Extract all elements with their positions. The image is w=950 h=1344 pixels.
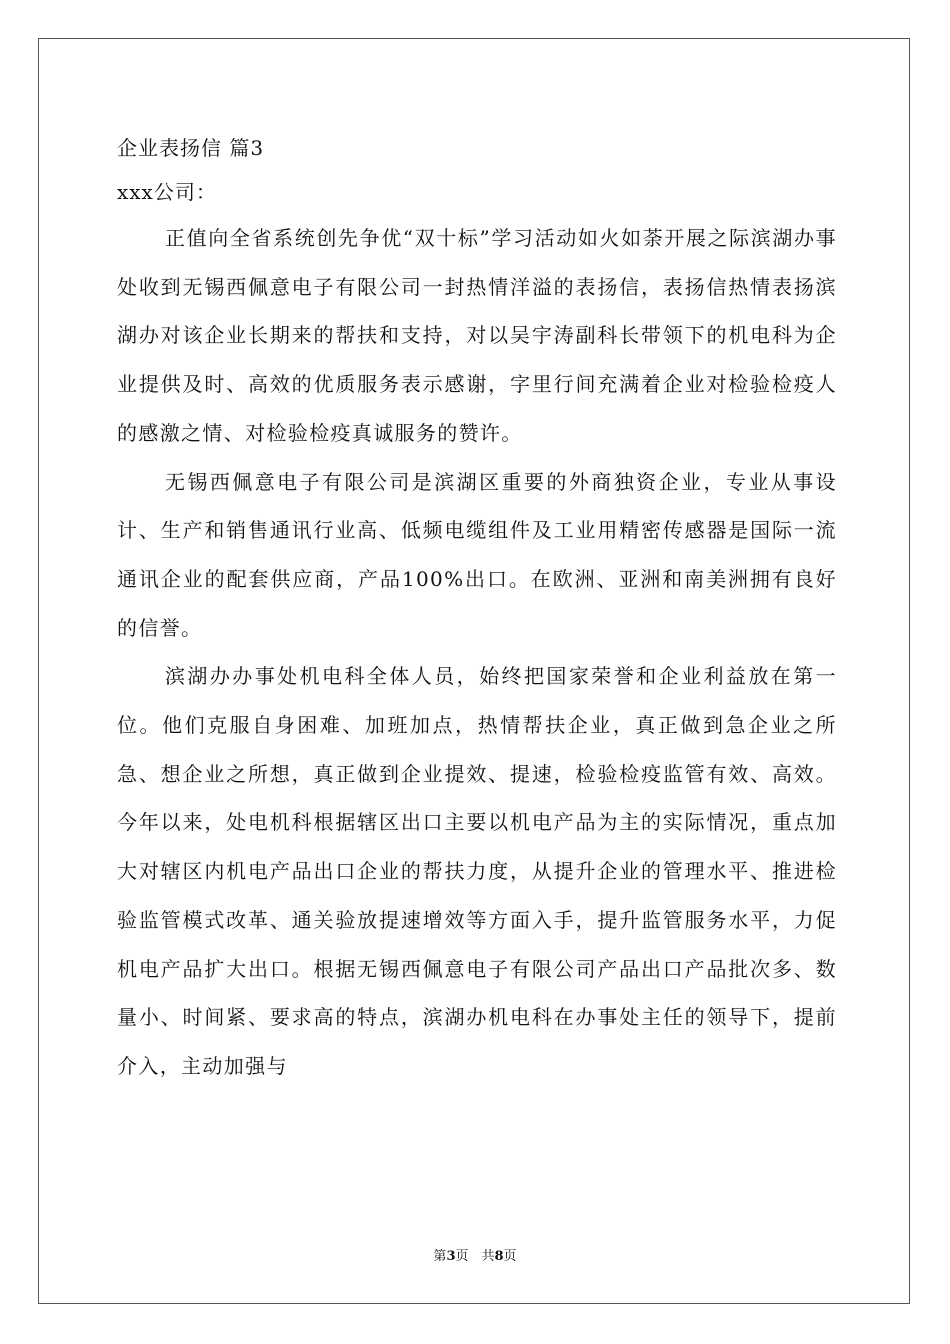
salutation: xxx公司： [117,180,217,204]
document-body [117,126,837,1091]
footer-total-pages: 8 [494,1249,504,1264]
document-title: 企业表扬信 篇3 [117,136,265,160]
page-footer [0,1248,950,1266]
paragraph-1: 正值向全省系统创先争优“双十标”学习活动如火如荼开展之际滨湖办事处收到无锡西佩意电子有限公司一封热情洋溢的表扬信，表扬信热情表扬滨湖办对该企业长期来的帮扶和支持，对以吴宇涛副科长带领下的机电科为企业提供及时、高效的优质服务表示感谢，字里行间充满着企业对检验检疫人的感激之情、对检验检疫真诚服务的赞许。 [117,226,837,445]
footer-prefix: 第 [433,1249,447,1264]
footer-suffix: 页 [503,1249,517,1264]
paragraph-3: 滨湖办办事处机电科全体人员，始终把国家荣誉和企业利益放在第一位。他们克服自身困难、加班加点，热情帮扶企业，真正做到急企业之所急、想企业之所想，真正做到企业提效、提速，检验检疫监管有效、高效。今年以来，处电机科根据辖区出口主要以机电产品为主的实际情况，重点加大对辖区内机电产品出口企业的帮扶力度，从提升企业的管理水平、推进检验监管模式改革、通关验放提速增效等方面入手，提升监管服务水平，力促机电产品扩大出口。根据无锡西佩意电子有限公司产品出口产品批次多、数量小、时间紧、要求高的特点，滨湖办机电科在办事处主任的领导下，提前介入，主动加强与 [117,664,837,1078]
footer-mid: 页 共 [455,1249,495,1264]
footer-current-page: 3 [446,1249,456,1264]
paragraph-2: 无锡西佩意电子有限公司是滨湖区重要的外商独资企业，专业从事设计、生产和销售通讯行业高、低频电缆组件及工业用精密传感器是国际一流通讯企业的配套供应商，产品100%出口。在欧洲、亚洲和南美洲拥有良好的信誉。 [117,469,837,640]
